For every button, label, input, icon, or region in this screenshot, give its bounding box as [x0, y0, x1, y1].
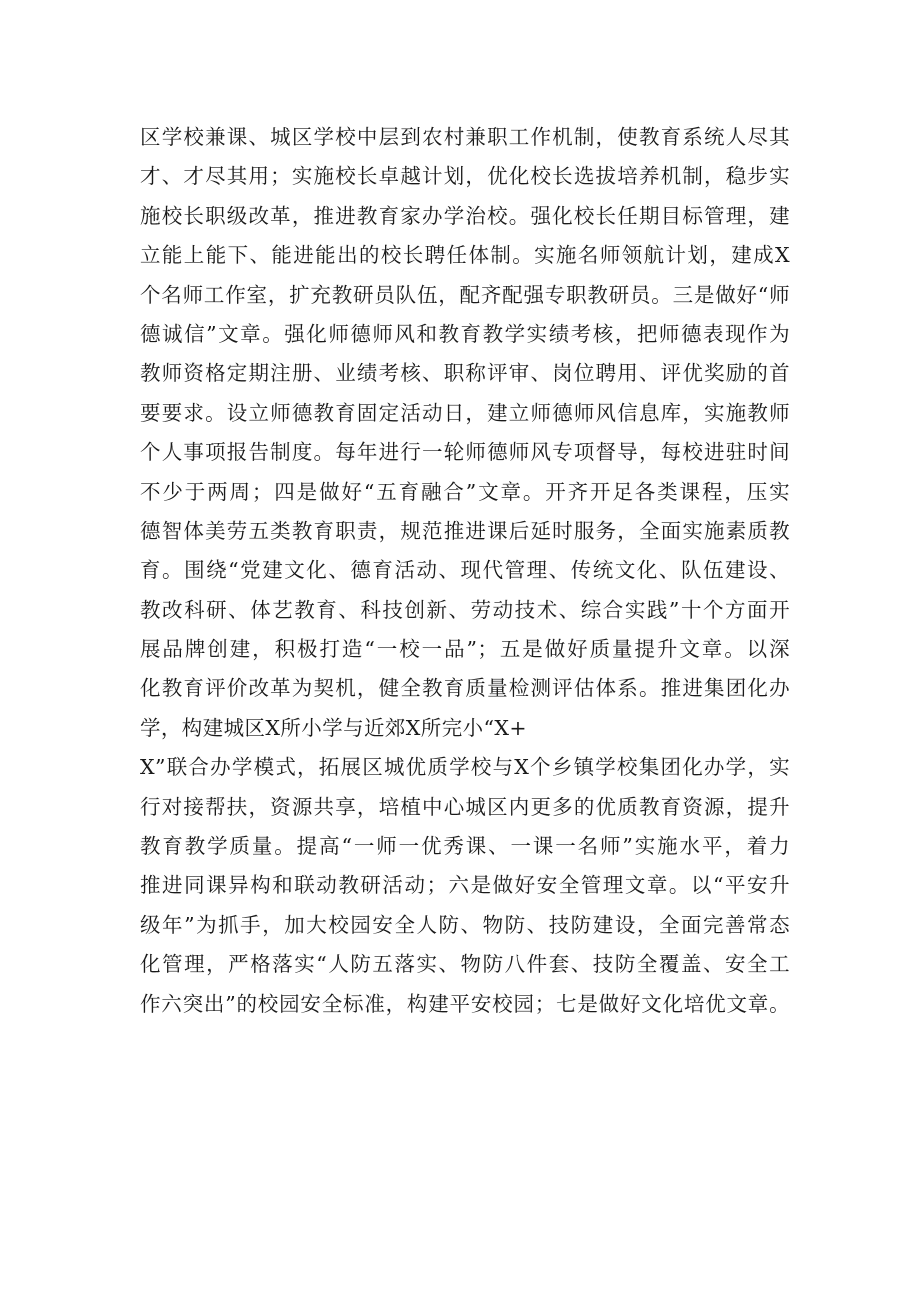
text-line: 育。围绕“党建文化、德育活动、现代管理、传统文化、队伍建设、	[140, 558, 790, 583]
text-line: 要要求。设立师德教育固定活动日，建立师德师风信息库，实施教师	[140, 400, 790, 425]
text-line: 作六突出”的校园安全标准，构建平安校园；七是做好文化培优文章。	[140, 991, 790, 1016]
text-line: 行对接帮扶，资源共享，培植中心城区内更多的优质教育资源，提升	[140, 794, 790, 819]
text-line: 推进同课异构和联动教研活动；六是做好安全管理文章。以“平安升	[140, 873, 790, 898]
text-line: 化教育评价改革为契机，健全教育质量检测评估体系。推进集团化办	[140, 676, 790, 701]
body-paragraph	[140, 118, 790, 1024]
text-line: 个名师工作室，扩充教研员队伍，配齐配强专职教研员。三是做好“师	[140, 282, 790, 307]
text-line: 个人事项报告制度。每年进行一轮师德师风专项督导，每校进驻时间	[140, 440, 790, 465]
text-line: 展品牌创建，积极打造“一校一品”；五是做好质量提升文章。以深	[140, 637, 790, 662]
text-line: 教育教学质量。提高“一师一优秀课、一课一名师”实施水平，着力	[140, 834, 790, 859]
text-line: X”联合办学模式，拓展区城优质学校与X个乡镇学校集团化办学，实	[140, 755, 790, 780]
text-line: 才、才尽其用；实施校长卓越计划，优化校长选拔培养机制，稳步实	[140, 164, 790, 189]
text-line: 教改科研、体艺教育、科技创新、劳动技术、综合实践”十个方面开	[140, 597, 790, 622]
text-line: 级年”为抓手，加大校园安全人防、物防、技防建设，全面完善常态	[140, 912, 790, 937]
text-line: 施校长职级改革，推进教育家办学治校。强化校长任期目标管理，建	[140, 203, 790, 228]
text-line: 德诚信”文章。强化师德师风和教育教学实绩考核，把师德表现作为	[140, 321, 790, 346]
text-line: 化管理，严格落实“人防五落实、物防八件套、技防全覆盖、安全工	[140, 952, 790, 977]
text-line: 教师资格定期注册、业绩考核、职称评审、岗位聘用、评优奖励的首	[140, 361, 790, 386]
text-line: 不少于两周；四是做好“五育融合”文章。开齐开足各类课程，压实	[140, 479, 790, 504]
text-line: 德智体美劳五类教育职责，规范推进课后延时服务，全面实施素质教	[140, 518, 790, 543]
text-line: 立能上能下、能进能出的校长聘任体制。实施名师领航计划，建成X	[140, 243, 790, 268]
text-line: 区学校兼课、城区学校中层到农村兼职工作机制，使教育系统人尽其	[140, 125, 790, 149]
text-line: 学，构建城区X所小学与近郊X所完小“X+	[140, 715, 527, 740]
